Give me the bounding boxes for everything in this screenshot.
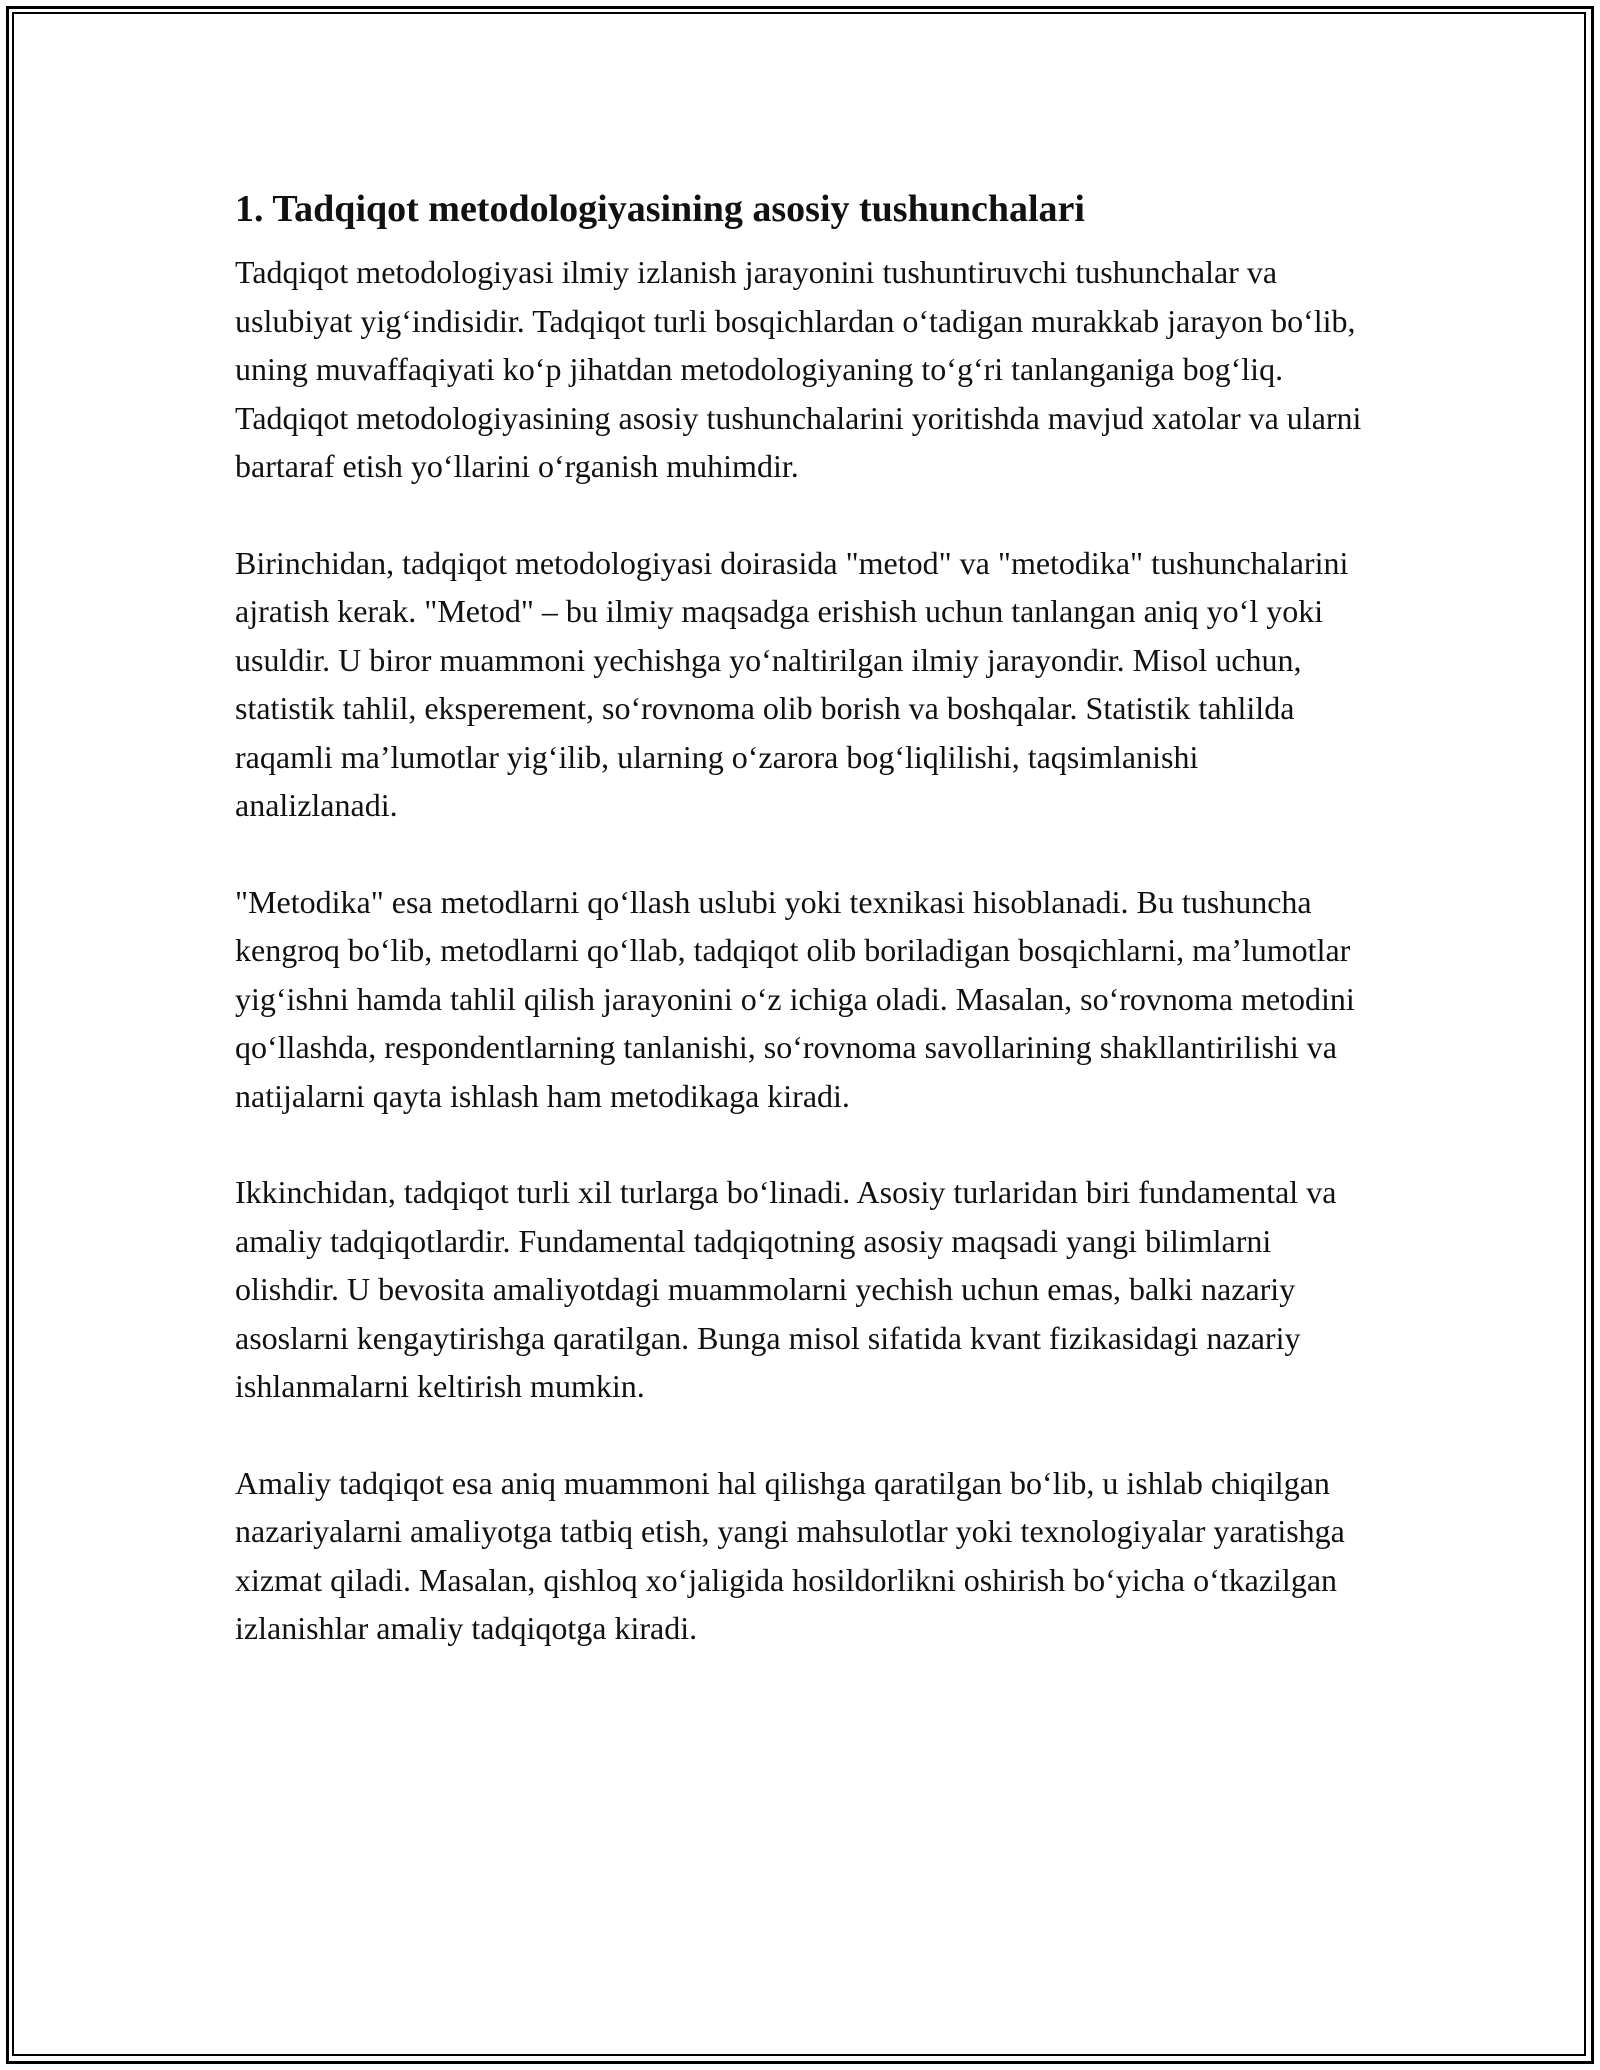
paragraph-method: Birinchidan, tadqiqot metodologiyasi doirasida "metod" va "metodika" tushunchalarini ajratish kerak. "Metod" – bu ilmiy maqsadga erishish uchun tanlangan aniq yo‘l yoki usuldir. U biror muammoni yechishga yo‘naltirilgan ilmiy jarayondir. Misol uchun, statistik tahlil, eksperement, so‘rovnoma olib borish va boshqalar. Statistik tahlilda raqamli ma’lumotlar yig‘ilib, ularning o‘zarora bog‘liqlilishi, taqsimlanishi analizlanadi. bbox=[235, 544, 1349, 823]
document-body bbox=[235, 184, 1365, 1701]
paragraph-methodology: "Metodika" esa metodlarni qo‘llash uslubi yoki texnikasi hisoblanadi. Bu tushuncha kengroq bo‘lib, metodlarni qo‘llab, tadqiqot olib boriladigan bosqichlarni, ma’lumotlar yig‘ishni hamda tahlil qilish jarayonini o‘z ichiga oladi. Masalan, so‘rovnoma metodini qo‘llashda, respondentlarning tanlanishi, so‘rovnoma savollarining shakllantirilishi va natijalarni qayta ishlash ham metodikaga kiradi. bbox=[235, 883, 1355, 1114]
paragraph-intro: Tadqiqot metodologiyasi ilmiy izlanish jarayonini tushuntiruvchi tushunchalar va uslubiyat yig‘indisidir. Tadqiqot turli bosqichlardan o‘tadigan murakkab jarayon bo‘lib, uning muvaffaqiyati ko‘p jihatdan metodologiyaning to‘g‘ri tanlanganiga bog‘liq. Tadqiqot metodologiyasining asosiy tushunchalarini yoritishda mavjud xatolar va ularni bartaraf etish yo‘llarini o‘rganish muhimdir. bbox=[235, 254, 1362, 484]
section-heading: 1. Tadqiqot metodologiyasining asosiy tushunchalari bbox=[235, 188, 1085, 230]
paragraph-applied-research: Amaliy tadqiqot esa aniq muammoni hal qilishga qaratilgan bo‘lib, u ishlab chiqilgan nazariyalarni amaliyotga tatbiq etish, yangi mahsulotlar yoki texnologiyalar yaratishga xizmat qiladi. Masalan, qishloq xo‘jaligida hosildorlikni oshirish bo‘yicha o‘tkazilgan izlanishlar amaliy tadqiqotga kiradi. bbox=[235, 1464, 1345, 1646]
paragraph-research-types: Ikkinchidan, tadqiqot turli xil turlarga bo‘linadi. Asosiy turlaridan biri fundamental va amaliy tadqiqotlardir. Fundamental tadqiqotning asosiy maqsadi yangi bilimlarni olishdir. U bevosita amaliyotdagi muammolarni yechish uchun emas, balki nazariy asoslarni kengaytirishga qaratilgan. Bunga misol sifatida kvant fizikasidagi nazariy ishlanmalarni keltirish mumkin. bbox=[235, 1174, 1337, 1404]
